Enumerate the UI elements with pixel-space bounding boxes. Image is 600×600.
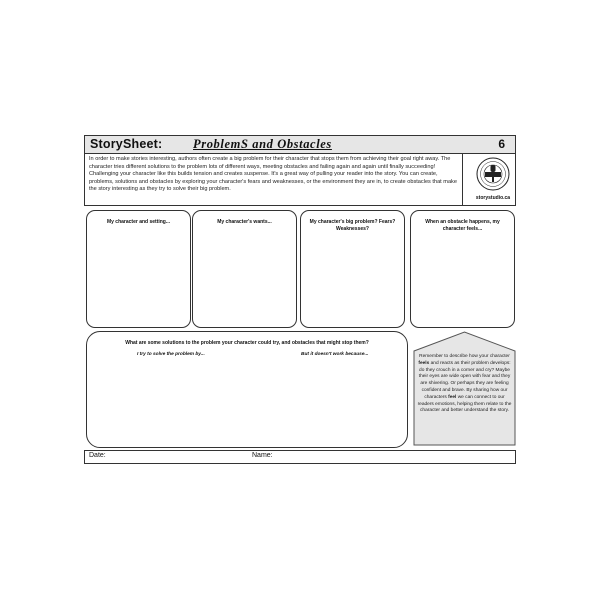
intro-panel <box>84 153 516 206</box>
tip-text <box>417 354 512 415</box>
prompt-box-setting[interactable] <box>86 210 191 328</box>
footer-bar <box>84 450 516 464</box>
intro-text: In order to make stories interesting, authors often create a big problem for their character that stops them from achieving their goal right away. The character tries different solutions to the problem lots of different ways, meeting obstacles and failing again and again until finally succeeding! Challenging your character like this builds tension and creates suspense. It's a great way of pulling your reader into the story. You can create, problems, solutions and obstacles by exploring your character's fears and weaknesses, or the environment they are in, to create obstacles that make the story interesting as they try to solve their big problem. <box>89 156 457 192</box>
solutions-left-heading: I try to solve the problem by... <box>137 352 205 357</box>
title-bar <box>84 135 516 154</box>
name-field[interactable]: Name: <box>252 452 273 459</box>
tip-emphasis: feels <box>418 360 430 366</box>
prompt-box-wants[interactable] <box>192 210 297 328</box>
logo-url: storystudio.ca <box>475 195 511 201</box>
tip-text-part: and reacts as their problem develops: do they crouch in a corner and cry? Maybe their eyes are wide open with fear and they are shivering. Or perhaps they are feeling confident and brave. By sharing how our characters <box>418 360 511 400</box>
sheet-subtitle: ProblemS and Obstacles <box>193 137 332 151</box>
prompt-label: My character's wants... <box>217 219 272 225</box>
date-field[interactable]: Date: <box>89 452 106 459</box>
prompt-label: My character's big problem? Fears? Weaknesses? <box>309 219 396 232</box>
logo-panel <box>462 153 515 205</box>
solutions-right-heading: But it doesn't work because... <box>301 352 369 357</box>
prompt-label: My character and setting... <box>106 219 171 225</box>
story-studio-logo-icon <box>476 157 510 191</box>
prompt-label: When an obstacle happens, my character feels... <box>425 219 500 232</box>
solutions-question: What are some solutions to the problem your character could try, and obstacles that might stop them? <box>125 340 369 346</box>
prompt-box-problem[interactable] <box>300 210 405 328</box>
story-sheet <box>84 135 516 465</box>
prompt-box-feelings[interactable] <box>410 210 515 328</box>
solutions-box[interactable] <box>86 331 408 448</box>
tip-text-part: Remember to describe how your character <box>419 354 510 359</box>
tip-text-part: we can connect to our readers emotions, helping them relate to the character and better understand the story. <box>417 394 512 414</box>
tip-emphasis: feel <box>448 394 457 400</box>
sheet-number: 6 <box>498 137 505 151</box>
sheet-title: StorySheet: <box>90 137 163 151</box>
